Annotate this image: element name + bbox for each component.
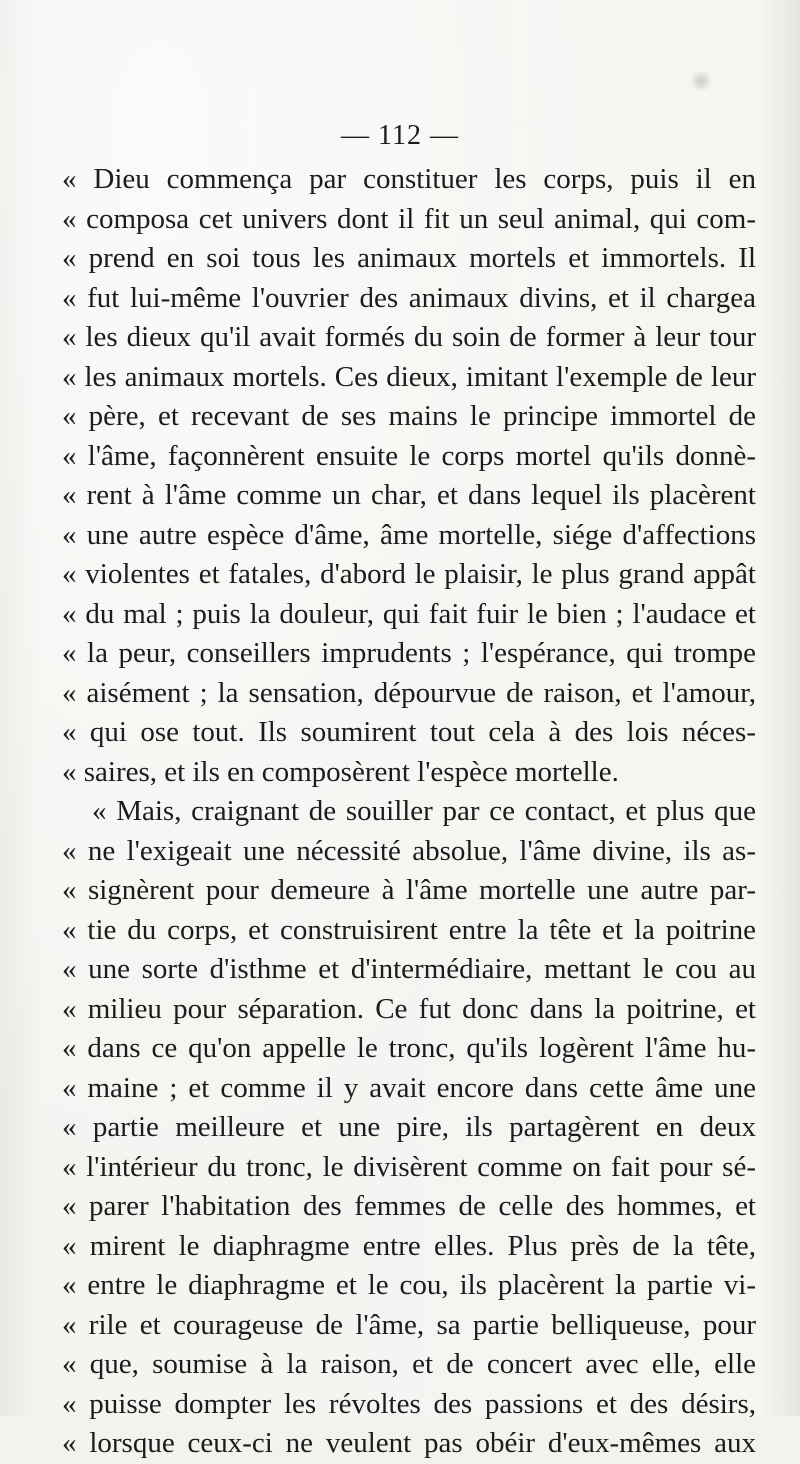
text-line: « les animaux mortels. Ces dieux, imitant l'exemple de leur	[62, 360, 756, 393]
text-line: « dans ce qu'on appelle le tronc, qu'ils logèrent l'âme hu-	[62, 1032, 756, 1064]
text-line: « l'intérieur du tronc, le divisèrent comme on fait pour sé-	[62, 1150, 756, 1183]
text-line: « aisément ; la sensation, dépourvue de raison, et l'amour,	[62, 676, 756, 709]
text-line: « père, et recevant de ses mains le principe immortel de	[62, 400, 756, 432]
text-line: « Dieu commença par constituer les corps, puis il en	[62, 163, 756, 195]
text-line: « maine ; et comme il y avait encore dans cette âme une	[62, 1071, 756, 1104]
body-text	[62, 160, 756, 1464]
text-line: « saires, et ils en composèrent l'espèce mortelle.	[62, 755, 619, 788]
paper-stain	[690, 70, 712, 92]
text-line: « Mais, craignant de souiller par ce contact, et plus que	[92, 795, 756, 827]
text-line: « violentes et fatales, d'abord le plaisir, le plus grand appât	[62, 558, 756, 590]
text-line: « rile et courageuse de l'âme, sa partie belliqueuse, pour	[62, 1308, 756, 1341]
text-line: « milieu pour séparation. Ce fut donc dans la poitrine, et	[62, 992, 756, 1025]
text-line: « composa cet univers dont il fit un seul animal, qui com-	[62, 202, 756, 235]
text-line: « parer l'habitation des femmes de celle des hommes, et	[62, 1190, 756, 1222]
text-line: « les dieux qu'il avait formés du soin de former à leur tour	[62, 321, 756, 353]
text-line: « la peur, conseillers imprudents ; l'espérance, qui trompe	[62, 637, 756, 669]
text-line: « une sorte d'isthme et d'intermédiaire, mettant le cou au	[62, 953, 756, 985]
text-line: « du mal ; puis la douleur, qui fait fuir le bien ; l'audace et	[62, 597, 756, 630]
text-line: « l'âme, façonnèrent ensuite le corps mortel qu'ils donnè-	[62, 439, 756, 472]
text-line: « partie meilleure et une pire, ils partagèrent en deux	[62, 1111, 756, 1143]
text-line: « puisse dompter les révoltes des passions et des désirs,	[62, 1387, 756, 1420]
text-line: « tie du corps, et construisirent entre la tête et la poitrine	[62, 913, 756, 946]
text-line: « mirent le diaphragme entre elles. Plus près de la tête,	[62, 1229, 756, 1262]
text-line: « signèrent pour demeure à l'âme mortelle une autre par-	[62, 874, 756, 906]
text-line: « rent à l'âme comme un char, et dans lequel ils placèrent	[62, 479, 756, 511]
text-line: « qui ose tout. Ils soumirent tout cela à des lois néces-	[62, 716, 756, 748]
text-line: « prend en soi tous les animaux mortels et immortels. Il	[62, 242, 756, 274]
text-line: « entre le diaphragme et le cou, ils placèrent la partie vi-	[62, 1269, 756, 1301]
text-line: « une autre espèce d'âme, âme mortelle, siége d'affections	[62, 518, 756, 551]
text-line: « lorsque ceux-ci ne veulent pas obéir d'eux-mêmes aux	[62, 1427, 756, 1459]
text-line: « que, soumise à la raison, et de concert avec elle, elle	[62, 1348, 756, 1380]
page-number: — 112 —	[341, 120, 459, 151]
text-line: « ne l'exigeait une nécessité absolue, l'âme divine, ils as-	[62, 834, 756, 867]
text-line: « fut lui-même l'ouvrier des animaux divins, et il chargea	[62, 281, 756, 314]
